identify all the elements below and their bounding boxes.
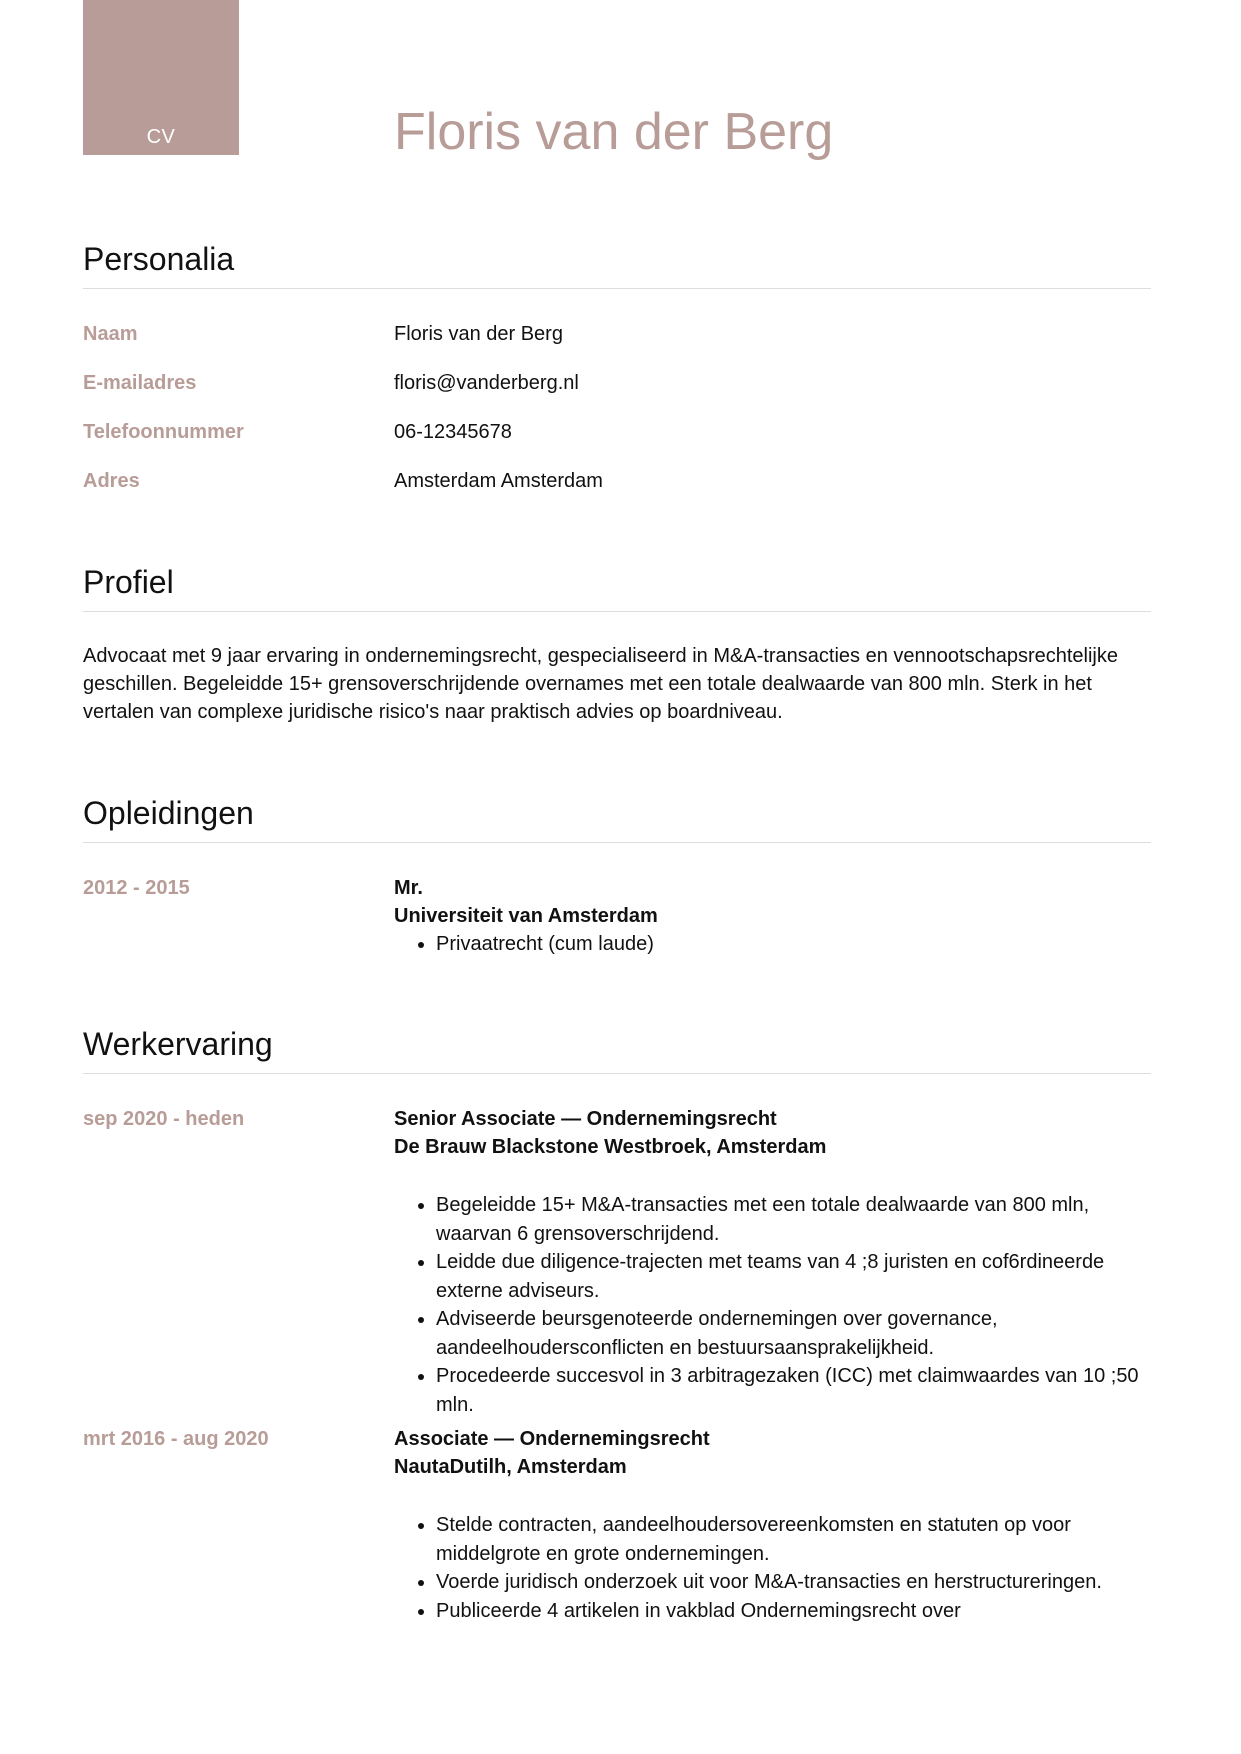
list-item: • Leidde due diligence-trajecten met teams van 4 ;8 juristen en cof6rdineerde externe adviseurs. — [436, 1248, 1151, 1305]
personalia-row-adres — [83, 467, 1151, 516]
work-role: Associate — Ondernemingsrecht — [394, 1428, 710, 1450]
page-title: Floris van der Berg — [394, 103, 834, 161]
work-period: mrt 2016 - aug 2020 — [83, 1428, 269, 1450]
work-period: sep 2020 - heden — [83, 1108, 245, 1130]
section-title: Opleidingen — [83, 795, 254, 831]
profiel-section — [83, 566, 1151, 726]
list-item: • Procedeerde succesvol in 3 arbitragezaken (ICC) met claimwaardes van 10 ;50 mln. — [436, 1362, 1151, 1419]
education-bullets — [394, 930, 658, 959]
work-entry — [83, 1425, 1151, 1625]
list-item: • Privaatrecht (cum laude) — [436, 930, 658, 959]
cv-badge — [83, 0, 239, 155]
field-value: floris@vanderberg.nl — [394, 372, 579, 394]
work-entry — [83, 1105, 1151, 1419]
list-item: • Begeleidde 15+ M&A-transacties met een totale dealwaarde van 800 mln, waarvan 6 grensoverschrijdend. — [436, 1191, 1151, 1248]
work-company: De Brauw Blackstone Westbroek, Amsterdam — [394, 1136, 827, 1158]
personalia-row-naam — [83, 320, 1151, 369]
list-item: • Stelde contracten, aandeelhoudersovereenkomsten en statuten op voor middelgrote en grote ondernemingen. — [436, 1511, 1151, 1568]
work-bullets — [394, 1191, 1151, 1419]
cv-badge-label: CV — [146, 126, 176, 148]
profile-text: Advocaat met 9 jaar ervaring in ondernemingsrecht, gespecialiseerd in M&A-transacties en vennootschapsrechtelijke geschillen. Begeleidde 15+ grensoverschrijdende overnames met een totale dealwaarde van 800 mln. Sterk in het vertalen van complexe juridische risico's naar praktisch advies op boardniveau. — [83, 645, 1118, 723]
personalia-row-email — [83, 369, 1151, 418]
list-item: • Voerde juridisch onderzoek uit voor M&A-transacties en herstructureringen. — [436, 1568, 1151, 1597]
personalia-row-telefoon — [83, 418, 1151, 467]
work-bullets — [394, 1511, 1151, 1625]
work-role: Senior Associate — Ondernemingsrecht — [394, 1108, 777, 1130]
field-label: Adres — [83, 470, 140, 492]
education-degree: Mr. — [394, 877, 423, 899]
section-title: Personalia — [83, 241, 235, 277]
opleidingen-section — [83, 797, 1151, 959]
education-period: 2012 - 2015 — [83, 877, 190, 899]
section-title: Werkervaring — [83, 1026, 273, 1062]
werkervaring-section — [83, 1028, 1151, 1625]
personalia-section — [83, 243, 1151, 516]
work-company: NautaDutilh, Amsterdam — [394, 1456, 627, 1478]
field-value: Amsterdam Amsterdam — [394, 470, 603, 492]
list-item: • Adviseerde beursgenoteerde ondernemingen over governance, aandeelhoudersconflicten en bestuursaansprakelijkheid. — [436, 1305, 1151, 1362]
field-label: E-mailadres — [83, 372, 197, 394]
field-value: Floris van der Berg — [394, 323, 563, 345]
field-value: 06-12345678 — [394, 421, 512, 443]
education-entry — [83, 874, 1151, 959]
education-school: Universiteit van Amsterdam — [394, 905, 658, 927]
section-title: Profiel — [83, 564, 174, 600]
list-item: • Publiceerde 4 artikelen in vakblad Ondernemingsrecht over — [436, 1597, 1151, 1626]
field-label: Naam — [83, 323, 138, 345]
field-label: Telefoonnummer — [83, 421, 244, 443]
